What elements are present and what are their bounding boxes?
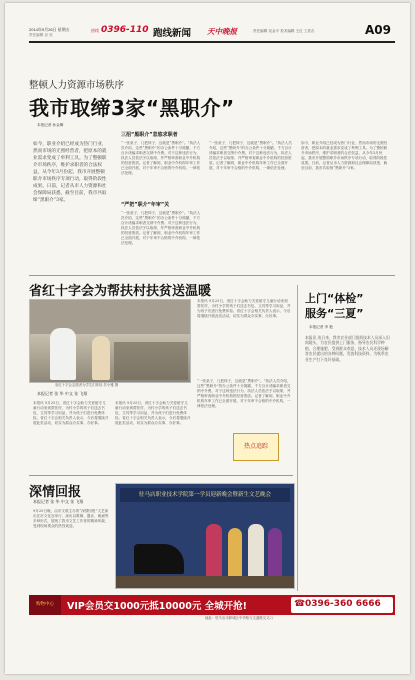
ad-brand-box — [29, 595, 61, 615]
masthead — [29, 25, 395, 47]
story4-byline: 本报记者 张 华 中文 张 飞翔 — [33, 499, 84, 504]
ad-brand: 购物中心 — [36, 602, 54, 607]
performer-1 — [206, 524, 222, 580]
lead-kicker: 整顿人力资源市场秩序 — [29, 80, 125, 91]
divider-2 — [29, 475, 293, 476]
stamp-text: 热点追踪 — [243, 443, 268, 450]
story3-divider — [297, 285, 298, 591]
story2-body-right: 本报讯 9月25日，省红十字会助力关爱留守儿童行动来到帮扶村，为村小学的孩子们送去书包、文具等学习用品，并为孩子们进行免费体检。省红十字会相关负责人表示，今后将继续开展此类活动，切实为群众办实事、办好事。 — [197, 299, 291, 318]
paper-logo — [207, 26, 237, 37]
hot-topic-stamp — [233, 433, 279, 461]
ad-address: 地址：驻马店市驿城区中华路与交通路交叉口 — [205, 616, 273, 620]
masthead-credits: 责任编辑 吴金平 美术编辑 王红 工美吉 — [253, 29, 315, 33]
story2-body-right2: “一张桌子，几把椅子，这就是“黑职介”。”执法人员介绍，这些“黑职介”的办公条件十分简陋，千方百计诱骗求职者交纳中介费。对于这种违法行为，执法人员依法予以取缔，并严格审查职业中介机构的经营资质。记者了解到，职业中介机构年审工作已全面开展，对于年审不合格的中介机构，一律依法处理。 — [197, 379, 291, 408]
stage-banner-text: 驻马店职业技术学院第一学员迎新晚会暨新生文艺晚会 — [138, 492, 271, 498]
performer-4 — [268, 528, 282, 580]
story3-headline-a: 上门“体检” — [305, 292, 364, 305]
stage-floor — [116, 576, 294, 588]
story2-caption: 省红十字会志愿者为学生们体检 苏小雅 摄 — [55, 383, 119, 387]
lead-body-col1: “一张桌子，几把椅子，这就是“黑职介”。”执法人员介绍，这些“黑职介”的办公条件十分简陋，千方百计诱骗求职者交纳中介费。对于这种违法行为，执法人员依法予以取缔，并严格审查职业中介机构的经营资质。记者了解到，职业中介机构年审工作已全面开展，对于年审不合格的中介机构，一律依法处理。 — [121, 141, 201, 175]
lead-body-col1b: “一张桌子，几把椅子，这就是“黑职介”。”执法人员介绍，这些“黑职介”的办公条件十分简陋，千方百计诱骗求职者交纳中介费。对于这种违法行为，执法人员依法予以取缔，并严格审查职业中介机构的经营资质。记者了解到，职业中介机构年审工作已全面开展，对于年审不合格的中介机构，一律依法处理。 — [121, 211, 201, 245]
masthead-date: 2014年9月26日 星期五 — [29, 27, 70, 32]
story2-headline: 省红十字会为帮扶村扶贫送温暖 — [29, 284, 212, 299]
piano-shape — [134, 544, 184, 574]
story3-headline-b: 服务“三夏” — [305, 307, 364, 320]
lead-headline: 我市取缔3家“黑职介” — [29, 96, 235, 120]
story2-byline: 本报记者 张 华 中文 张 飞翔 — [37, 391, 88, 396]
lead-byline: 本报记者 孙金卿 — [37, 123, 64, 127]
lead-body-wrap — [115, 121, 391, 273]
lead-intro: 如今，职业介绍已经成为热门行业，然而市场的无照经营者，把原本的就业需求变成了牟利工具。为了整顿职介市场秩序，维护求职者的合法权益，从今年3月份起，我市开展整顿职介市场秩序专项行动，取得阶段性成果。日前，记者从市人力资源和社会保障局获悉，截至目前，我市共取缔“黑职介”3家。 — [33, 142, 107, 203]
masthead-editor: 责任编辑 谷 亮 — [29, 33, 53, 37]
hotline-label: 热线 — [91, 28, 99, 33]
hotline-number: 0396-110 — [101, 25, 149, 35]
page-number: A09 — [365, 23, 391, 37]
person-child — [92, 336, 110, 380]
story3-body: 本报讯 连日来，我市农业部门组织技术人员深入田间地头，为农民提供上门服务，指导农民科学种植、合理施肥，受到群众欢迎。技术人员还现场解答农民提出的各种问题，发放科技资料，为秋季农业生产打下良好基础。 — [305, 335, 390, 362]
stage-banner — [120, 488, 290, 502]
story2-photo — [29, 299, 191, 383]
story2-body: 本报讯 9月25日，省红十字会助力关爱留守儿童行动来到帮扶村，为村小学的孩子们送去书包、文具等学习用品，并为孩子们进行免费体检。省红十字会相关负责人表示，今后将继续开展此类活动，切实为群众办实事、办好事。 — [33, 401, 109, 425]
newspaper-page — [5, 3, 410, 674]
masthead-rule — [29, 41, 395, 43]
section-title: 跑线新闻 — [153, 28, 192, 39]
ad-phone-box — [291, 597, 393, 613]
lead-body-col2: “一张桌子，几把椅子，这就是“黑职介”。”执法人员介绍，这些“黑职介”的办公条件十分简陋，千方百计诱骗求职者交纳中介费。对于这种违法行为，执法人员依法予以取缔，并严格审查职业中介机构的经营资质。记者了解到，职业中介机构年审工作已全面开展，对于年审不合格的中介机构，一律依法处理。 — [209, 141, 292, 170]
performer-3 — [248, 524, 264, 580]
lead-body-col3: 如今，职业介绍已经成为热门行业，然而市场的无照经营者，把原本的就业需求变成了牟利工具。为了整顿职介市场秩序，维护求职者的合法权益，从今年3月份起，我市开展整顿职介市场秩序专项行动，取得阶段性成果。日前，记者从市人力资源和社会保障局获悉，截至目前，我市共取缔“黑职介”3家。 — [301, 141, 388, 170]
crowd-shape — [114, 342, 188, 380]
story4-body: 9月25日晚，由市文联主办的“深情回报”文艺演出在市文化宫举行，演出以歌舞、器乐、朗诵等多种形式，展现了我市文艺工作者的精神风貌，受到现场观众的热烈欢迎。 — [33, 509, 109, 528]
ad-banner[interactable] — [29, 595, 395, 615]
lead-subhead-1: 三招“黑职介”忽悠求职者 — [121, 132, 178, 138]
divider-1 — [29, 275, 395, 276]
story4-photo — [115, 483, 295, 589]
paper-name: 天中晚报 — [207, 27, 237, 36]
story3-byline: 本报记者 李 艳 — [309, 325, 333, 329]
ad-phone: 0396-360 6666 — [305, 599, 381, 609]
person-doctor — [50, 328, 76, 380]
performer-2 — [228, 528, 242, 580]
story2-body-col2: 本报讯 9月25日，省红十字会助力关爱留守儿童行动来到帮扶村，为村小学的孩子们送去书包、文具等学习用品，并为孩子们进行免费体检。省红十字会相关负责人表示，今后将继续开展此类活动，切实为群众办实事、办好事。 — [115, 401, 191, 425]
story4-headline: 深情回报 — [29, 485, 82, 500]
phone-icon: ☎ — [294, 599, 306, 609]
ad-headline: VIP会员交1000元抵10000元 全城开抢! — [67, 601, 247, 612]
lead-subhead-2: “严把”职介“年审”关 — [121, 202, 170, 208]
